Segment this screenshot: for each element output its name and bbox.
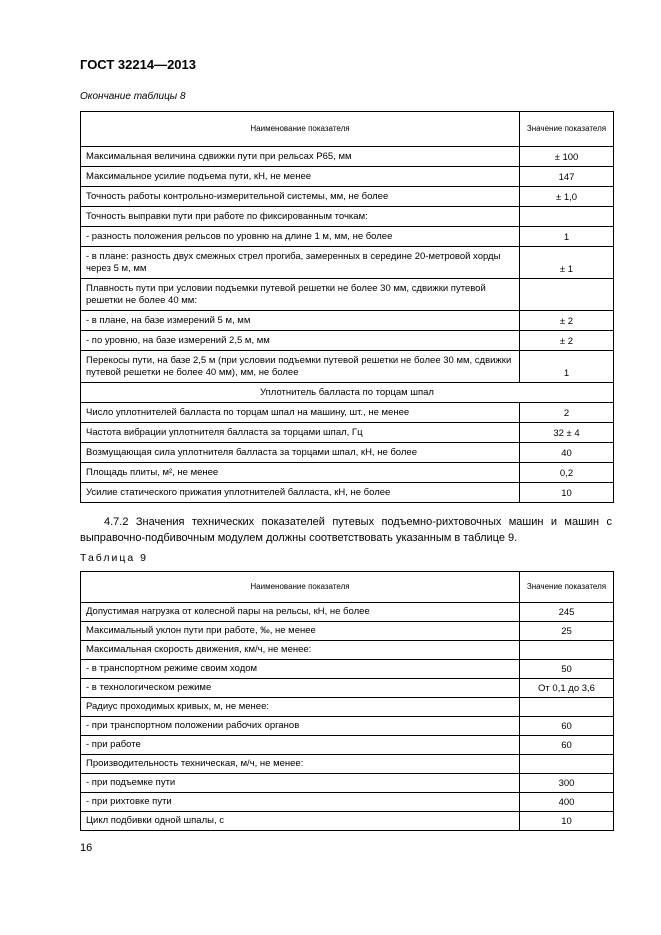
cell-value: 10 [520,812,614,831]
section-row [81,383,614,403]
cell-name: Возмущающая сила уплотнителя балласта за торцами шпал, кН, не более [81,443,520,463]
table-row [81,443,614,463]
cell-value: 50 [520,660,614,679]
cell-value [520,279,614,311]
table-row [81,403,614,423]
cell-value: 60 [520,736,614,755]
cell-name: Максимальная скорость движения, км/ч, не менее: [81,641,520,660]
table-row [81,167,614,187]
cell-name: Частота вибрации уплотнителя балласта за торцами шпал, Гц [81,423,520,443]
table-row [81,311,614,331]
table-row [81,279,614,311]
table-row [81,351,614,383]
table-header-row [81,112,614,147]
cell-value [520,698,614,717]
table-row [81,603,614,622]
cell-name: Перекосы пути, на базе 2,5 м (при условии подъемки путевой решетки не более 30 мм, сдвижки путевой решетки не более 40 мм), мм, не более [81,351,520,383]
cell-name: - в технологическом режиме [81,679,520,698]
table-row [81,227,614,247]
table-row [81,660,614,679]
cell-name: - по уровню, на базе измерений 2,5 м, мм [81,331,520,351]
section-title: Уплотнитель балласта по торцам шпал [81,383,614,403]
document-header: ГОСТ 32214—2013 [80,57,196,72]
cell-value: ± 100 [520,147,614,167]
cell-name: - при подъемке пути [81,774,520,793]
table-row [81,247,614,279]
table-8 [80,111,614,503]
cell-value: 0,2 [520,463,614,483]
table-row [81,717,614,736]
table-row [81,463,614,483]
cell-name: Максимальная величина сдвижки пути при рельсах Р65, мм [81,147,520,167]
cell-name: - разность положения рельсов по уровню на длине 1 м, мм, не более [81,227,520,247]
cell-name: Точность выправки пути при работе по фиксированным точкам: [81,207,520,227]
cell-value: От 0,1 до 3,6 [520,679,614,698]
cell-name: Усилие статического прижатия уплотнителей балласта, кН, не более [81,483,520,503]
paragraph-4-7-2: 4.7.2 Значения технических показателей путевых подъемно-рихтовочных машин и машин с выправочно-подбивочным модулем должны соответствовать указанным в таблице 9. [80,516,612,544]
column-header-value: Значение показателя [520,112,614,147]
cell-name: - в плане: разность двух смежных стрел прогиба, замеренных в середине 20-метровой хорды через 5 м, мм [81,247,520,279]
table9-caption: Таблица 9 [80,552,148,564]
table-row [81,736,614,755]
cell-value: 400 [520,793,614,812]
cell-value: 25 [520,622,614,641]
table-row [81,207,614,227]
table-row [81,187,614,207]
cell-name: - при транспортном положении рабочих органов [81,717,520,736]
table-row [81,483,614,503]
cell-name: Точность работы контрольно-измерительной системы, мм, не более [81,187,520,207]
cell-value: 32 ± 4 [520,423,614,443]
page-number: 16 [80,842,93,854]
cell-value: 1 [520,227,614,247]
cell-name: Площадь плиты, м², не менее [81,463,520,483]
cell-name: Цикл подбивки одной шпалы, с [81,812,520,831]
table-row [81,812,614,831]
cell-value: ± 1 [520,247,614,279]
cell-name: - в плане, на базе измерений 5 м, мм [81,311,520,331]
cell-name: Число уплотнителей балласта по торцам шпал на машину, шт., не менее [81,403,520,423]
table-row [81,774,614,793]
cell-name: - при работе [81,736,520,755]
table-row [81,147,614,167]
table-row [81,679,614,698]
cell-value: 147 [520,167,614,187]
cell-value: 1 [520,351,614,383]
table-row [81,755,614,774]
cell-value: ± 2 [520,331,614,351]
cell-value: ± 1,0 [520,187,614,207]
column-header-name: Наименование показателя [81,572,520,603]
table8-caption: Окончание таблицы 8 [80,91,186,102]
cell-value: 10 [520,483,614,503]
table-row [81,331,614,351]
table-row [81,793,614,812]
cell-name: Производительность техническая, м/ч, не менее: [81,755,520,774]
cell-name: Максимальный уклон пути при работе, ‰, не менее [81,622,520,641]
cell-value [520,641,614,660]
cell-name: - в транспортном режиме своим ходом [81,660,520,679]
cell-value: 60 [520,717,614,736]
table-9 [80,571,614,831]
cell-value [520,207,614,227]
cell-value: 245 [520,603,614,622]
cell-value: ± 2 [520,311,614,331]
table-row [81,641,614,660]
column-header-name: Наименование показателя [81,112,520,147]
cell-name: Максимальное усилие подъема пути, кН, не менее [81,167,520,187]
column-header-value: Значение показателя [520,572,614,603]
table-row [81,622,614,641]
table-row [81,423,614,443]
table-row [81,698,614,717]
cell-value [520,755,614,774]
cell-value: 300 [520,774,614,793]
cell-name: Допустимая нагрузка от колесной пары на рельсы, кН, не более [81,603,520,622]
table-header-row [81,572,614,603]
cell-value: 2 [520,403,614,423]
cell-value: 40 [520,443,614,463]
cell-name: - при рихтовке пути [81,793,520,812]
cell-name: Радиус проходимых кривых, м, не менее: [81,698,520,717]
cell-name: Плавность пути при условии подъемки путевой решетки не более 30 мм, сдвижки путевой решетки не более 40 мм: [81,279,520,311]
